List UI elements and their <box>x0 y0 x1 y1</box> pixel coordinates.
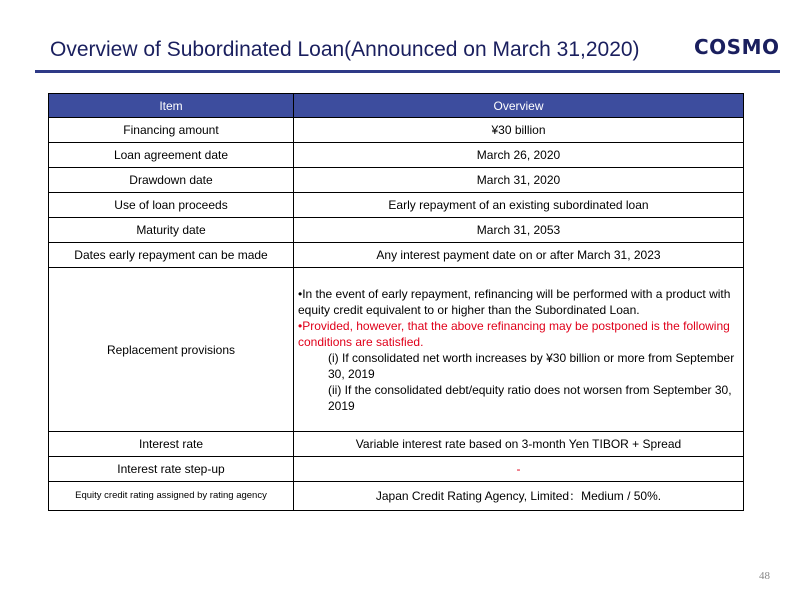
row-value: March 31, 2053 <box>294 218 744 243</box>
replacement-condition-1: (i) If consolidated net worth increases by ¥30 billion or more from September 30, 2019 <box>328 350 735 381</box>
row-value: Early repayment of an existing subordinated loan <box>294 193 744 218</box>
row-label: Maturity date <box>49 218 294 243</box>
title-divider <box>35 70 780 73</box>
row-label: Equity credit rating assigned by rating agency <box>49 482 294 511</box>
row-value: March 26, 2020 <box>294 143 744 168</box>
row-value: - <box>294 457 744 482</box>
table-row <box>49 118 744 143</box>
row-label: Interest rate <box>49 432 294 457</box>
column-header-item: Item <box>49 94 294 118</box>
row-value: ¥30 billion <box>294 118 744 143</box>
row-label: Replacement provisions <box>49 268 294 432</box>
cosmo-logo: COSMO <box>694 35 780 59</box>
loan-overview-table <box>48 93 744 511</box>
replacement-provisions-text <box>294 268 744 432</box>
table-row <box>49 218 744 243</box>
table-row <box>49 168 744 193</box>
row-value: Variable interest rate based on 3-month Yen TIBOR + Spread <box>294 432 744 457</box>
table-row <box>49 432 744 457</box>
row-label: Dates early repayment can be made <box>49 243 294 268</box>
replacement-bullet-2: •Provided, however, that the above refinancing may be postponed is the following conditions are satisfied. <box>298 318 730 349</box>
row-label: Interest rate step-up <box>49 457 294 482</box>
table-row <box>49 482 744 511</box>
page-number: 48 <box>759 570 770 582</box>
replacement-bullet-1: •In the event of early repayment, refinancing will be performed with a product with equity credit equivalent to or higher than the Subordinated Loan. <box>298 286 731 317</box>
replacement-condition-2: (ii) If the consolidated debt/equity ratio does not worsen from September 30, 2019 <box>328 382 732 413</box>
table-row <box>49 193 744 218</box>
page-title: Overview of Subordinated Loan(Announced on March 31,2020) <box>50 38 640 61</box>
column-header-overview: Overview <box>294 94 744 118</box>
table-row <box>49 243 744 268</box>
table-row <box>49 457 744 482</box>
table-header-row <box>49 94 744 118</box>
table-row-replacement <box>49 268 744 432</box>
row-label: Drawdown date <box>49 168 294 193</box>
row-value: March 31, 2020 <box>294 168 744 193</box>
row-value: Japan Credit Rating Agency, Limited：Medium / 50%. <box>294 482 744 511</box>
row-label: Loan agreement date <box>49 143 294 168</box>
table-row <box>49 143 744 168</box>
row-label: Use of loan proceeds <box>49 193 294 218</box>
row-label: Financing amount <box>49 118 294 143</box>
row-value: Any interest payment date on or after March 31, 2023 <box>294 243 744 268</box>
